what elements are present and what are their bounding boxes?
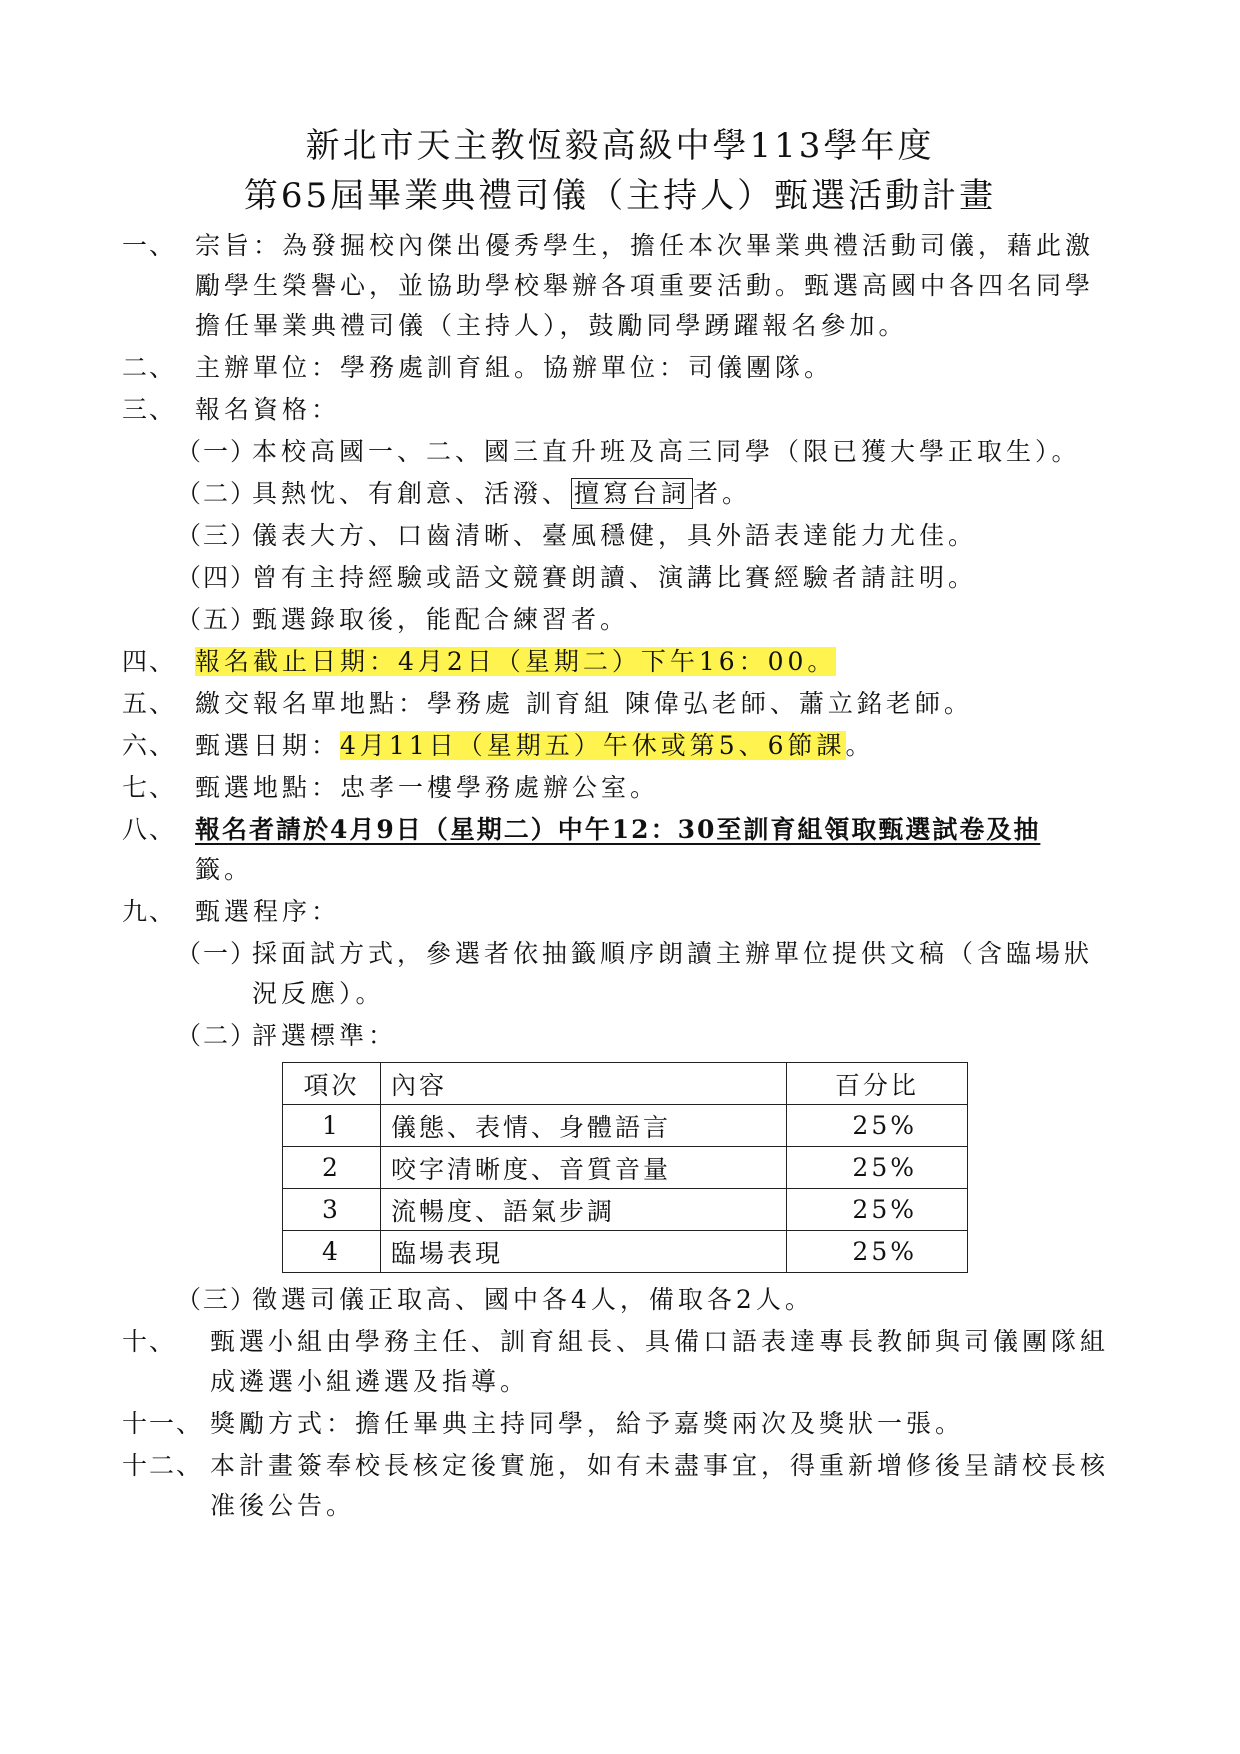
section-9-item1-number: （一） (176, 939, 258, 968)
section-5-text: 繳交報名單地點：學務處 訓育組 陳偉弘老師、蕭立銘老師。 (195, 689, 973, 718)
table-header-row (283, 1063, 968, 1105)
table-row (283, 1231, 968, 1273)
section-2-text: 主辦單位：學務處訓育組。協辦單位：司儀團隊。 (195, 353, 834, 382)
section-3-item3-number: （三） (176, 521, 258, 550)
section-8-line2: 籤。 (195, 855, 254, 884)
table-cell-no: 1 (283, 1105, 381, 1147)
section-3-item5-text: 甄選錄取後，能配合練習者。 (252, 605, 630, 634)
section-4-text (195, 644, 836, 680)
table-row (283, 1105, 968, 1147)
section-11-text: 獎勵方式：擔任畢典主持同學，給予嘉獎兩次及獎狀一張。 (210, 1409, 965, 1438)
table-cell-content: 流暢度、語氣步調 (381, 1189, 787, 1231)
section-9-item3-text: 徵選司儀正取高、國中各4人，備取各2人。 (252, 1285, 814, 1314)
section-1-line3: 擔任畢業典禮司儀（主持人），鼓勵同學踴躍報名參加。 (195, 311, 908, 340)
section-12-number: 十二、 (122, 1451, 204, 1480)
boxed-phrase: 擅寫台詞 (571, 478, 693, 509)
table-cell-no: 4 (283, 1231, 381, 1273)
section-6-end: 。 (845, 731, 875, 760)
table-cell-content: 儀態、表情、身體語言 (381, 1105, 787, 1147)
section-9-text: 甄選程序： (195, 897, 341, 926)
selection-date-highlight: 4月11日（星期五）午休或第5、6節課 (340, 731, 846, 760)
section-5-number: 五、 (122, 689, 177, 718)
scoring-table (282, 1062, 968, 1273)
section-8-number: 八、 (122, 815, 177, 844)
section-6-text (195, 728, 875, 764)
section-7-number: 七、 (122, 773, 177, 802)
section-9-item2-text: 評選標準： (252, 1021, 398, 1050)
table-cell-percent: 25% (786, 1231, 967, 1273)
section-1-number: 一、 (122, 231, 177, 260)
document-title-line2: 第65屆畢業典禮司儀（主持人）甄選活動計畫 (243, 176, 997, 216)
section-9-item1-line2: 況反應）。 (252, 979, 385, 1008)
section-3-item5-number: （五） (176, 605, 258, 634)
section-3-item4-text: 曾有主持經驗或語文競賽朗讀、演講比賽經驗者請註明。 (252, 563, 978, 592)
section-8-line1: 報名者請於4月9日（星期二）中午12：30至訓育組領取甄選試卷及抽 (195, 815, 1041, 844)
table-row (283, 1147, 968, 1189)
section-3-item2-number: （二） (176, 479, 258, 508)
section-9-item2-number: （二） (176, 1021, 258, 1050)
table-header-content: 內容 (381, 1063, 787, 1105)
section-3-item2 (252, 476, 751, 512)
table-row (283, 1189, 968, 1231)
section-7-text: 甄選地點：忠孝一樓學務處辦公室。 (195, 773, 660, 802)
table-cell-percent: 25% (786, 1105, 967, 1147)
section-3-item1-number: （一） (176, 437, 258, 466)
section-9-item3-number: （三） (176, 1285, 258, 1314)
section-10-line2: 成遴選小組遴選及指導。 (210, 1367, 530, 1396)
section-9-item1-line1: 採面試方式，參選者依抽籤順序朗讀主辦單位提供文稿（含臨場狀 (252, 939, 1094, 968)
section-3-text: 報名資格： (195, 395, 341, 424)
section-3-number: 三、 (122, 395, 177, 424)
table-header-no: 項次 (283, 1063, 381, 1105)
section-12-line1: 本計畫簽奉校長核定後實施，如有未盡事宜，得重新增修後呈請校長核 (210, 1451, 1110, 1480)
section-3-item4-number: （四） (176, 563, 258, 592)
section-10-line1: 甄選小組由學務主任、訓育組長、具備口語表達專長教師與司儀團隊組 (210, 1327, 1110, 1356)
section-3-item2-text-before: 具熱忱、有創意、活潑、 (252, 479, 572, 508)
section-9-number: 九、 (122, 897, 177, 926)
section-3-item3-text: 儀表大方、口齒清晰、臺風穩健，具外語表達能力尤佳。 (252, 521, 978, 550)
document-title-line1: 新北市天主教恆毅高級中學113學年度 (305, 126, 935, 166)
section-3-item2-text-after: 者。 (693, 479, 752, 508)
section-1-line1: 宗旨：為發掘校內傑出優秀學生，擔任本次畢業典禮活動司儀，藉此激 (195, 231, 1095, 260)
section-4-number: 四、 (122, 647, 177, 676)
section-2-number: 二、 (122, 353, 177, 382)
section-1-line2: 勵學生榮譽心，並協助學校舉辦各項重要活動。甄選高國中各四名同學 (195, 271, 1095, 300)
section-6-label: 甄選日期： (195, 731, 341, 760)
section-10-number: 十、 (122, 1327, 177, 1356)
table-cell-content: 咬字清晰度、音質音量 (381, 1147, 787, 1189)
section-11-number: 十一、 (122, 1409, 204, 1438)
table-cell-percent: 25% (786, 1189, 967, 1231)
section-6-number: 六、 (122, 731, 177, 760)
table-cell-no: 3 (283, 1189, 381, 1231)
deadline-highlight: 報名截止日期：4月2日（星期二）下午16：00。 (195, 647, 837, 676)
section-3-item1-text: 本校高國一、二、國三直升班及高三同學（限已獲大學正取生）。 (252, 437, 1081, 466)
table-cell-no: 2 (283, 1147, 381, 1189)
section-12-line2: 准後公告。 (210, 1491, 356, 1520)
table-cell-percent: 25% (786, 1147, 967, 1189)
table-header-percent: 百分比 (786, 1063, 967, 1105)
table-cell-content: 臨場表現 (381, 1231, 787, 1273)
